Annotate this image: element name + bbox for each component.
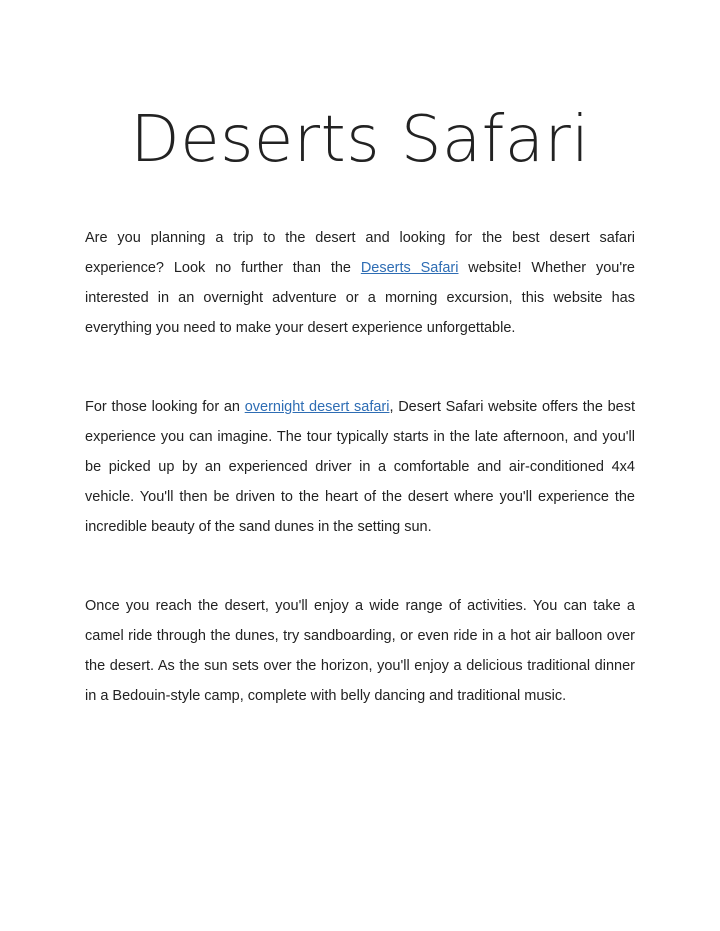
- paragraph-overnight: [85, 392, 635, 542]
- overnight-desert-safari-link[interactable]: overnight desert safari: [244, 399, 390, 415]
- deserts-safari-link[interactable]: Deserts Safari: [360, 260, 459, 276]
- paragraph-intro-text-after: website! Whether you're interested in an overnight adventure or a morning excursion, this website has everything you need to make your desert experience unforgettable.: [85, 260, 635, 336]
- paragraph-overnight-text-after: , Desert Safari website offers the best experience you can imagine. The tour typically starts in the late afternoon, and you'll be picked up by an experienced driver in a comfortable and air-conditioned 4x4 vehicle. You'll then be driven to the heart of the desert where you'll experience the incredible beauty of the sand dunes in the setting sun.: [85, 399, 635, 535]
- paragraph-overnight-text-before: For those looking for an: [85, 399, 245, 415]
- paragraph-intro: [85, 223, 635, 343]
- paragraph-activities: Once you reach the desert, you'll enjoy a wide range of activities. You can take a camel ride through the dunes, try sandboarding, or even ride in a hot air balloon over the desert. As the sun sets over the horizon, you'll enjoy a delicious traditional dinner in a Bedouin-style camp, complete with belly dancing and traditional music.: [85, 598, 635, 704]
- paragraph-intro-text-before: Are you planning a trip to the desert and looking for the best desert safari experience? Look no further than the: [85, 230, 635, 276]
- page-title: Deserts Safari: [130, 103, 590, 177]
